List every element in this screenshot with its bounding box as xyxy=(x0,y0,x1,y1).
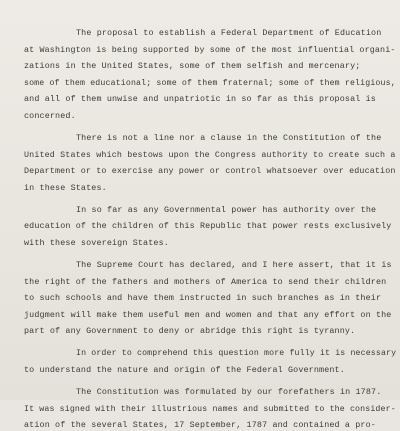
text-line: In order to comprehend this question more fully it is necessary xyxy=(76,348,397,359)
text-line: some of them educational; some of them fraternal; some of them religious, xyxy=(24,77,396,88)
text-line: Department or to exercise any power or control whatsoever over education xyxy=(24,166,396,177)
text-line: ation of the several States, 17 September, 1787 and contained a pro- xyxy=(24,420,376,431)
text-line: concerned. xyxy=(24,111,76,121)
text-line: to understand the nature and origin of the Federal Government. xyxy=(24,365,345,375)
text-line: There is not a line nor a clause in the Constitution of the xyxy=(76,133,382,143)
text-line: at Washington is being supported by some of the most influential organi- xyxy=(24,44,396,55)
text-line: judgment will make them useful men and women and that any effort on the xyxy=(24,309,392,320)
text-line: the right of the fathers and mothers of America to send their children xyxy=(24,276,387,287)
text-line: In so far as any Governmental power has authority over the xyxy=(76,204,377,215)
text-line: The Constitution was formulated by our forefathers in 1787. xyxy=(76,387,382,397)
text-line: education of the children of this Republic that power rests exclusively xyxy=(24,221,392,232)
text-line: part of any Government to deny or abridge this right is tyranny. xyxy=(24,326,356,337)
text-line: United States which bestows upon the Congress authority to create such a xyxy=(24,149,396,160)
text-line: The Supreme Court has declared, and I here assert, that it is xyxy=(76,260,392,270)
text-line: in these States. xyxy=(24,182,107,193)
text-line: The proposal to establish a Federal Department of Education xyxy=(76,28,382,38)
text-line: with these sovereign States. xyxy=(24,238,169,248)
text-line: and all of them unwise and unpatriotic in so far as this proposal is xyxy=(24,94,376,105)
text-line: to such schools and have them instructed in such branches as in their xyxy=(24,293,382,304)
text-line: It was signed with their illustrious names and submitted to the consider- xyxy=(24,403,396,414)
text-line: zations in the United States, some of them selfish and mercenary; xyxy=(24,61,361,72)
